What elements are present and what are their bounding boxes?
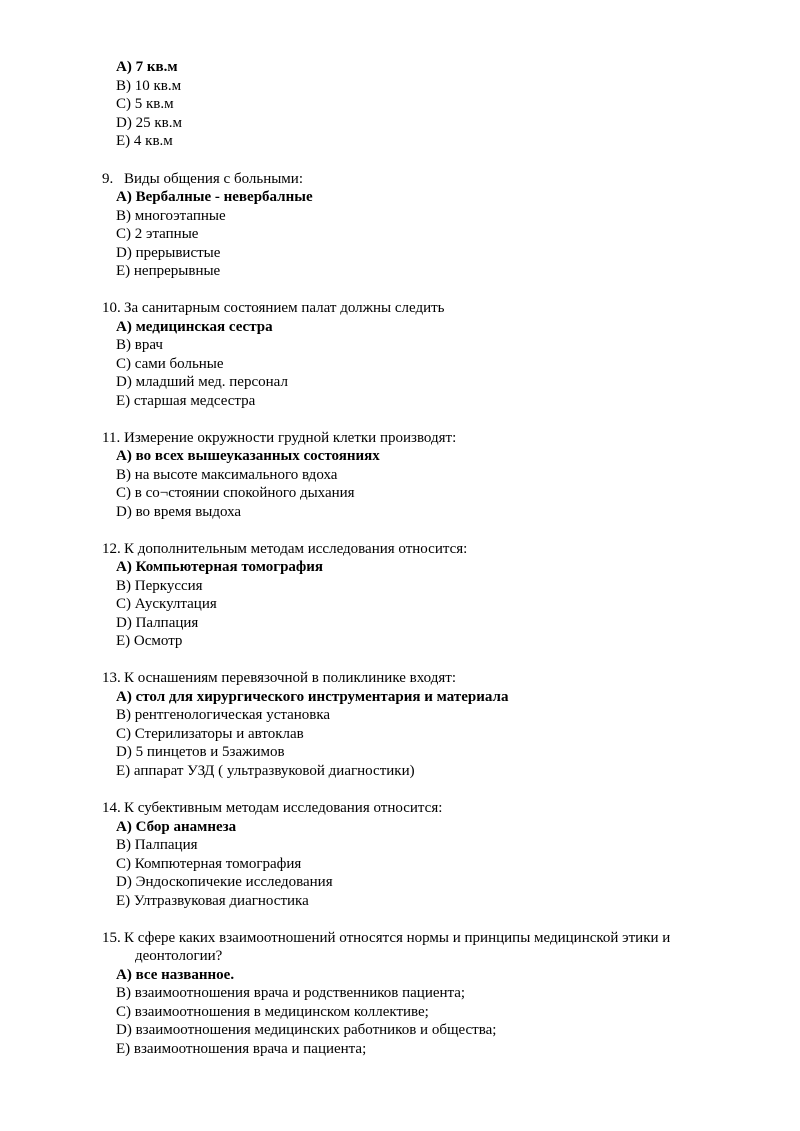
answer-option-correct: A) во всех вышеуказанных состояниях bbox=[116, 448, 380, 464]
question-number: 9. bbox=[102, 171, 114, 187]
answer-option: B) многоэтапные bbox=[116, 208, 226, 224]
answer-option: E) Ултразвуковая диагностика bbox=[116, 893, 309, 909]
answer-option: C) Стерилизаторы и автоклав bbox=[116, 726, 304, 742]
answer-option: B) рентгенологическая установка bbox=[116, 707, 331, 723]
answer-option-correct: A) Сбор анамнеза bbox=[116, 819, 237, 835]
answer-option: E) 4 кв.м bbox=[116, 133, 173, 149]
question-text: К оснашениям перевязочной в поликлинике входят: bbox=[124, 670, 456, 686]
answer-option: B) 10 кв.м bbox=[116, 78, 182, 94]
answer-option: D) младший мед. персонал bbox=[116, 374, 288, 390]
answer-option: B) на высоте максимального вдоха bbox=[116, 467, 338, 483]
question-text: Измерение окружности грудной клетки производят: bbox=[124, 430, 457, 446]
answer-option: C) Аускултация bbox=[116, 596, 217, 612]
answer-option: E) непрерывные bbox=[116, 263, 221, 279]
question-number: 15. bbox=[102, 930, 121, 946]
answer-option: C) сами больные bbox=[116, 356, 224, 372]
answer-option-correct: A) Вербалные - невербалные bbox=[116, 189, 313, 205]
answer-option-correct: A) 7 кв.м bbox=[116, 59, 178, 75]
answer-option: D) 25 кв.м bbox=[116, 115, 182, 131]
answer-option-correct: A) все названное. bbox=[116, 967, 235, 983]
answer-option-correct: A) Компьютерная томография bbox=[116, 559, 324, 575]
answer-option: E) взаимоотношения врача и пациента; bbox=[116, 1041, 367, 1057]
answer-option: E) аппарат УЗД ( ультразвуковой диагностики) bbox=[116, 763, 415, 779]
answer-option: B) взаимоотношения врача и родственников пациента; bbox=[116, 985, 466, 1001]
answer-option: D) во время выдоха bbox=[116, 504, 242, 520]
answer-option: B) врач bbox=[116, 337, 163, 353]
answer-option: C) взаимоотношения в медицинском коллективе; bbox=[116, 1004, 429, 1020]
question-number: 14. bbox=[102, 800, 121, 816]
answer-option: E) Осмотр bbox=[116, 633, 183, 649]
question-number: 13. bbox=[102, 670, 121, 686]
question-text: Виды общения с больными: bbox=[124, 171, 303, 187]
answer-option: C) 5 кв.м bbox=[116, 96, 174, 112]
answer-option: E) старшая медсестра bbox=[116, 393, 256, 409]
answer-option: D) взаимоотношения медицинских работников и общества; bbox=[116, 1022, 497, 1038]
question-number: 11. bbox=[102, 430, 121, 446]
answer-option: D) 5 пинцетов и 5зажимов bbox=[116, 744, 285, 760]
answer-option: D) прерывистые bbox=[116, 245, 221, 261]
answer-option: C) 2 этапные bbox=[116, 226, 199, 242]
answer-option-correct: A) медицинская сестра bbox=[116, 319, 273, 335]
question-text: К сфере каких взаимоотношений относятся нормы и принципы медицинской этики и bbox=[124, 930, 671, 946]
answer-option: B) Перкуссия bbox=[116, 578, 203, 594]
answer-option: B) Палпация bbox=[116, 837, 198, 853]
question-text-continuation: деонтологии? bbox=[135, 948, 223, 964]
question-number: 12. bbox=[102, 541, 121, 557]
question-text: К субективным методам исследования относится: bbox=[124, 800, 443, 816]
answer-option-correct: A) стол для хирургического инструментария и материала bbox=[116, 689, 509, 705]
question-text: За санитарным состоянием палат должны следить bbox=[124, 300, 445, 316]
question-number: 10. bbox=[102, 300, 121, 316]
answer-option: C) Компютерная томография bbox=[116, 856, 302, 872]
question-text: К дополнительным методам исследования относится: bbox=[124, 541, 468, 557]
answer-option: D) Палпация bbox=[116, 615, 199, 631]
answer-option: C) в со¬стоянии спокойного дыхания bbox=[116, 485, 355, 501]
answer-option: D) Эндоскопичекие исследования bbox=[116, 874, 333, 890]
